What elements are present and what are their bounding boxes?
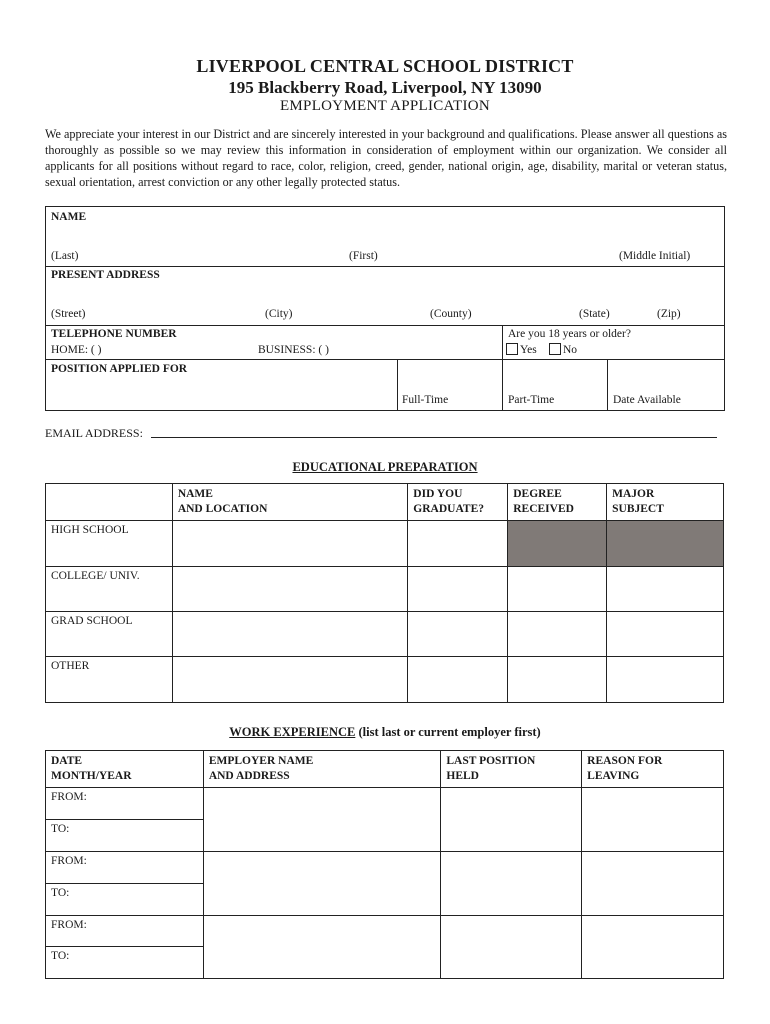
education-cell[interactable]: [172, 567, 407, 612]
personal-info-box: [45, 206, 725, 411]
name-first-field[interactable]: (First): [349, 250, 378, 262]
education-row-label: COLLEGE/ UNIV.: [46, 567, 173, 612]
no-checkbox[interactable]: [549, 343, 561, 355]
telephone-label: TELEPHONE NUMBER: [51, 328, 177, 340]
age-no-option[interactable]: [549, 343, 577, 356]
education-cell[interactable]: [172, 657, 407, 703]
education-corner-cell: [46, 484, 173, 521]
education-cell[interactable]: [508, 567, 607, 612]
address-label: PRESENT ADDRESS: [51, 269, 160, 281]
reason-cell[interactable]: [582, 916, 724, 979]
work-title: [0, 725, 770, 740]
county-field[interactable]: (County): [430, 308, 472, 320]
from-field[interactable]: FROM:: [46, 852, 204, 884]
work-header-date: DATE MONTH/YEAR: [46, 751, 204, 788]
employer-cell[interactable]: [203, 852, 441, 916]
name-label: NAME: [51, 211, 87, 223]
employer-cell[interactable]: [203, 788, 441, 852]
from-field[interactable]: FROM:: [46, 788, 204, 820]
table-row: [46, 567, 724, 612]
education-table: [45, 483, 724, 703]
divider: [397, 359, 398, 411]
age-question: Are you 18 years or older?: [508, 328, 631, 340]
email-label: EMAIL ADDRESS:: [45, 426, 143, 440]
education-row-label: GRAD SCHOOL: [46, 612, 173, 657]
email-field[interactable]: [151, 437, 717, 438]
name-middle-field[interactable]: (Middle Initial): [619, 250, 691, 262]
to-field[interactable]: TO:: [46, 947, 204, 979]
education-cell[interactable]: [408, 657, 508, 703]
work-title-text: WORK EXPERIENCE: [229, 725, 356, 739]
education-row-label: OTHER: [46, 657, 173, 703]
work-header-reason: REASON FOR LEAVING: [582, 751, 724, 788]
table-row: [46, 521, 724, 567]
education-header-graduate: DID YOU GRADUATE?: [408, 484, 508, 521]
business-phone-field[interactable]: BUSINESS: ( ): [258, 344, 329, 356]
position-cell[interactable]: [441, 916, 582, 979]
divider: [502, 325, 503, 411]
position-cell[interactable]: [441, 788, 582, 852]
district-address: 195 Blackberry Road, Liverpool, NY 13090: [228, 78, 542, 97]
education-cell[interactable]: [508, 612, 607, 657]
work-header-employer: EMPLOYER NAME AND ADDRESS: [203, 751, 441, 788]
from-field[interactable]: FROM:: [46, 916, 204, 947]
street-field[interactable]: (Street): [51, 308, 86, 320]
position-label: POSITION APPLIED FOR: [51, 363, 188, 375]
shaded-cell: [508, 521, 607, 567]
date-available-field[interactable]: Date Available: [613, 394, 681, 406]
intro-paragraph: We appreciate your interest in our District and are sincerely interested in your background and qualifications. Please answer all questions as thoroughly as possible so we may review this information in consideration of employment within our organization. We consider all applicants for all positions without regard to race, color, religion, creed, gender, national origin, age, disability, marital or veteran status, sexual orientation, arrest conviction or any other legally protected status.: [45, 127, 727, 189]
education-cell[interactable]: [607, 567, 724, 612]
education-row-label: HIGH SCHOOL: [46, 521, 173, 567]
divider: [45, 325, 725, 326]
district-name: LIVERPOOL CENTRAL SCHOOL DISTRICT: [196, 56, 574, 76]
education-header-major: MAJOR SUBJECT: [607, 484, 724, 521]
to-field[interactable]: TO:: [46, 820, 204, 852]
work-header-position: LAST POSITION HELD: [441, 751, 582, 788]
table-row: [46, 612, 724, 657]
part-time-field[interactable]: Part-Time: [508, 394, 555, 406]
no-label: No: [563, 344, 578, 356]
table-row: [46, 788, 724, 820]
full-time-field[interactable]: Full-Time: [402, 394, 449, 406]
yes-label: Yes: [520, 344, 537, 356]
education-cell[interactable]: [607, 657, 724, 703]
form-title: EMPLOYMENT APPLICATION: [279, 98, 491, 114]
divider: [45, 266, 725, 267]
education-cell[interactable]: [508, 657, 607, 703]
education-cell[interactable]: [408, 521, 508, 567]
education-cell[interactable]: [408, 567, 508, 612]
education-cell[interactable]: [607, 612, 724, 657]
work-subtitle: (list last or current employer first): [355, 725, 541, 739]
reason-cell[interactable]: [582, 852, 724, 916]
education-cell[interactable]: [172, 521, 407, 567]
education-header-name: NAME AND LOCATION: [172, 484, 407, 521]
work-table: [45, 750, 724, 979]
table-row: [46, 916, 724, 947]
reason-cell[interactable]: [582, 788, 724, 852]
position-cell[interactable]: [441, 852, 582, 916]
divider: [45, 359, 725, 360]
employer-cell[interactable]: [203, 916, 441, 979]
age-yes-option[interactable]: [506, 343, 537, 356]
education-cell[interactable]: [172, 612, 407, 657]
zip-field[interactable]: (Zip): [657, 308, 681, 320]
state-field[interactable]: (State): [579, 308, 610, 320]
education-title-text: EDUCATIONAL PREPARATION: [292, 460, 478, 474]
shaded-cell: [607, 521, 724, 567]
to-field[interactable]: TO:: [46, 884, 204, 916]
table-row: [46, 657, 724, 703]
education-header-degree: DEGREE RECEIVED: [508, 484, 607, 521]
name-last-field[interactable]: (Last): [51, 250, 79, 262]
table-row: [46, 852, 724, 884]
education-title: [0, 460, 770, 475]
divider: [607, 359, 608, 411]
home-phone-field[interactable]: HOME: ( ): [51, 344, 102, 356]
city-field[interactable]: (City): [265, 308, 293, 320]
yes-checkbox[interactable]: [506, 343, 518, 355]
education-cell[interactable]: [408, 612, 508, 657]
